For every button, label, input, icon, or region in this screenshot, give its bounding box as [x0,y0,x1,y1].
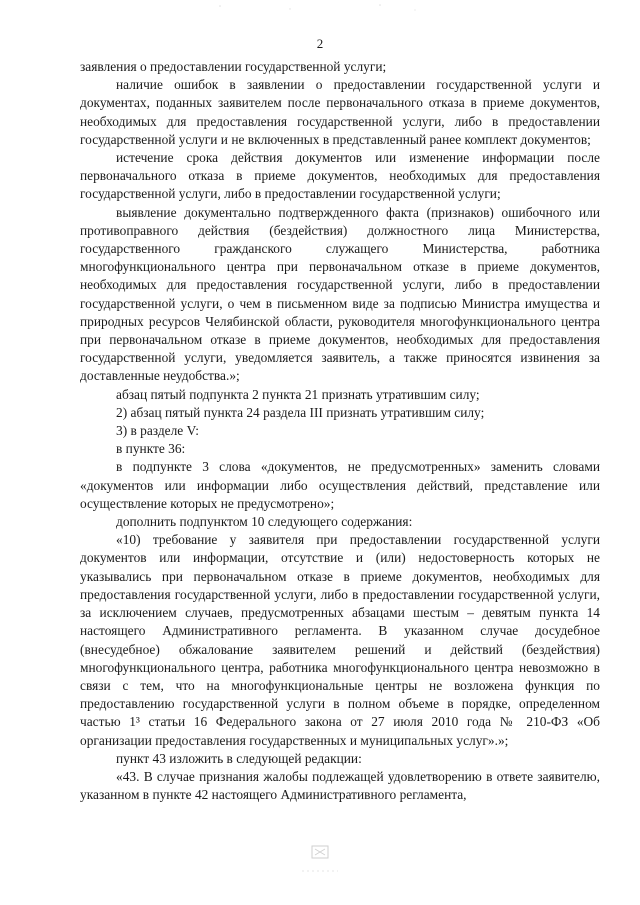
paragraph: в пункте 36: [116,441,186,457]
paragraph: абзац пятый подпункта 2 пункта 21 признать утратившим силу; [116,386,480,402]
paragraph: наличие ошибок в заявлении о предоставлении государственной услуги и документах, поданных заявителем после первоначального отказа в приеме документов, необходимых для предоставления государственной услуги, либо в предоставлении государственной услуги и не включенных в представленный ранее комплект документов; [80,77,600,147]
paragraph: 3) в разделе V: [116,423,199,439]
paragraph: 2) абзац пятый пункта 24 раздела III признать утратившим силу; [116,404,485,420]
paragraph: в подпункте 3 слова «документов, не предусмотренных» заменить словами «документов или информации либо осуществления действий, представление или осуществление которых не предусмотрено»; [80,459,600,511]
paragraph: «10) требование у заявителя при предоставлении государственной услуги документов или информации, отсутствие и (или) недостоверность которых не указывались при первоначальном отказе в приеме документов, необходимых для предоставления государственной услуги, либо в предоставлении государственной услуги, за исключением случаев, предусмотренных абзацами шестым – девятым пункта 14 настоящего Административного регламента. В указанном случае досудебное (внесудебное) обжалование заявителем решений и действий (бездействия) многофункционального центра, работника многофункционального центра невозможно в связи с тем, что на многофункциональные центры не возложена функция по предоставлению государственной услуги в полном объеме в порядке, определенном частью 1³ статьи 16 Федерального закона от 27 июля 2010 года № 210-ФЗ «Об организации предоставления государственных и муниципальных услуг».»; [80,532,600,748]
paragraph: дополнить подпунктом 10 следующего содержания: [116,514,413,530]
paragraph: истечение срока действия документов или изменение информации после первоначального отказа в приеме документов, необходимых для предоставления государственной услуги, либо в предоставлении государственной услуги; [80,150,600,202]
paragraph: заявления о предоставлении государственной услуги; [80,59,387,74]
document-body [80,58,600,804]
page-number: 2 [316,36,324,51]
scan-noise [200,0,440,14]
stamp-mark [298,843,342,877]
paragraph: выявление документально подтвержденного факта (признаков) ошибочного или противоправного действия (бездействия) должностного лица Министерства, государственного гражданского служащего Министерства, работника многофункционального центра при первоначальном отказе в приеме документов, необходимых для предоставления государственной услуги, либо в предоставлении государственной услуги, о чем в письменном виде за подписью Министра имущества и природных ресурсов Челябинской области, руководителя многофункционального центра при первоначальном отказе в приеме документов, необходимых для предоставления государственной услуги, уведомляется заявитель, а также приносятся извинения за доставленные неудобства.»; [80,204,600,384]
paragraph: пункт 43 изложить в следующей редакции: [116,750,362,766]
paragraph: «43. В случае признания жалобы подлежащей удовлетворению в ответе заявителю, указанном в пункте 42 настоящего Административного регламента, [80,768,600,803]
